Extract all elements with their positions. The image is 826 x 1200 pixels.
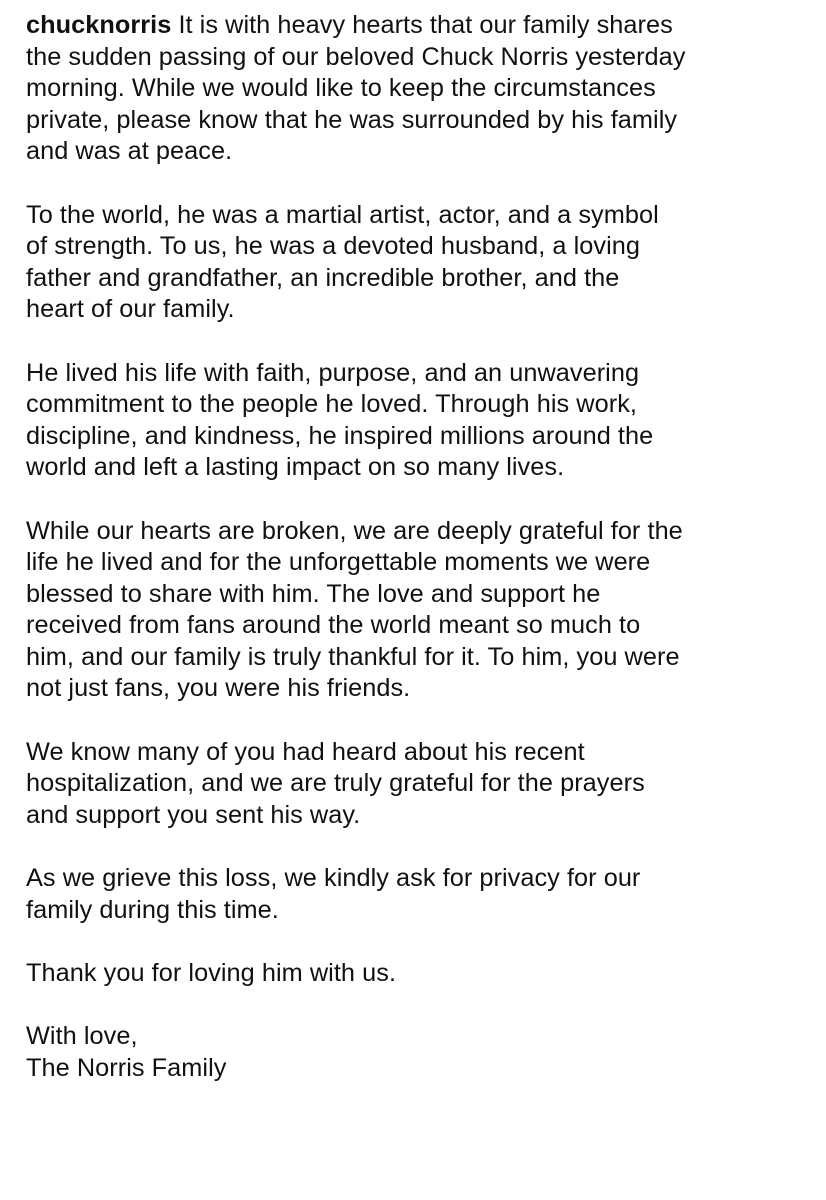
caption-paragraph-5: We know many of you had heard about his recent hospitalization, and we are truly grateful for the prayers and support you sent his way. — [26, 737, 645, 829]
caption-signoff: With love, The Norris Family — [26, 1022, 227, 1082]
caption-paragraph-1 — [26, 10, 816, 168]
caption-paragraph-2: To the world, he was a martial artist, actor, and a symbol of strength. To us, he was a devoted husband, a loving father and grandfather, an incredible brother, and the heart of our family. — [26, 200, 659, 324]
post-caption — [26, 10, 816, 1084]
caption-paragraph-7: Thank you for loving him with us. — [26, 958, 397, 987]
caption-paragraph-4: While our hearts are broken, we are deeply grateful for the life he lived and for the unforgettable moments we were blessed to share with him. The love and support he received from fans around the world meant so much to him, and our family is truly thankful for it. To him, you were not just fans, you were his friends. — [26, 516, 683, 703]
caption-text: It is with heavy hearts that our family shares the sudden passing of our beloved Chuck Norris yesterday morning. While we would like to keep the circumstances private, please know that he was surrounded by his family and was at peace. — [26, 11, 686, 166]
caption-paragraph-3: He lived his life with faith, purpose, and an unwavering commitment to the people he loved. Through his work, discipline, and kindness, he inspired millions around the world and left a lasting impact on so many lives. — [26, 358, 654, 482]
caption-paragraph-6: As we grieve this loss, we kindly ask for privacy for our family during this time. — [26, 864, 641, 924]
username-link[interactable]: chucknorris — [26, 11, 172, 39]
